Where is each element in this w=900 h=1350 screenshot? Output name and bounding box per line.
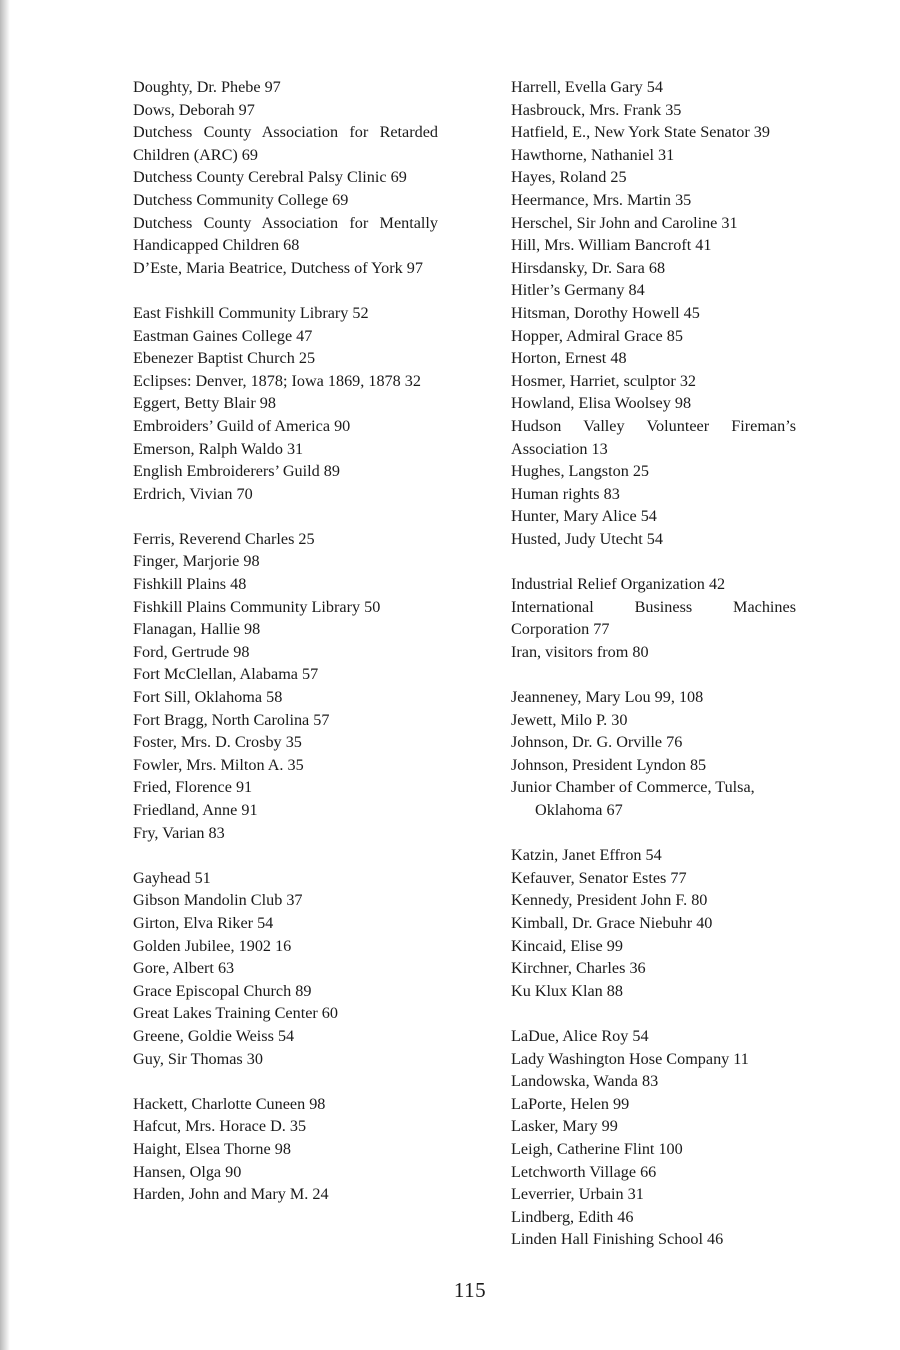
- index-entry: Husted, Judy Utecht 54: [511, 529, 663, 548]
- index-entry: Fort Bragg, North Carolina 57: [133, 710, 330, 729]
- index-group: [511, 573, 796, 663]
- index-entry: Haight, Elsea Thorne 98: [133, 1139, 291, 1158]
- index-entry: Gibson Mandolin Club 37: [133, 891, 303, 910]
- index-entry: Erdrich, Vivian 70: [133, 484, 253, 503]
- index-entry: Hayes, Roland 25: [511, 168, 627, 187]
- index-entry: Iran, visitors from 80: [511, 642, 649, 661]
- index-column-left: [133, 76, 438, 1206]
- index-entry: Fort Sill, Oklahoma 58: [133, 688, 283, 707]
- index-entry: Hughes, Langston 25: [511, 462, 650, 481]
- index-entry: Dutchess County Cerebral Palsy Clinic 69: [133, 168, 407, 187]
- index-group: [133, 867, 438, 1070]
- index-entry: Fry, Varian 83: [133, 823, 225, 842]
- index-entry: Hirsdansky, Dr. Sara 68: [511, 258, 666, 277]
- index-entry: Guy, Sir Thomas 30: [133, 1049, 263, 1068]
- index-entry: Lindberg, Edith 46: [511, 1207, 634, 1226]
- index-entry: English Embroiderers’ Guild 89: [133, 462, 340, 481]
- index-entry: Hopper, Admiral Grace 85: [511, 326, 683, 345]
- index-entry: Greene, Goldie Weiss 54: [133, 1026, 295, 1045]
- index-entry: Ford, Gertrude 98: [133, 642, 250, 661]
- index-entry: Hill, Mrs. William Bancroft 41: [511, 236, 712, 255]
- index-entry: Industrial Relief Organization 42: [511, 575, 726, 594]
- index-entry: Lasker, Mary 99: [511, 1117, 618, 1136]
- index-entry: Junior Chamber of Commerce, Tulsa, Oklahoma 67: [511, 778, 755, 819]
- index-entry: Flanagan, Hallie 98: [133, 620, 261, 639]
- index-entry: Jeanneney, Mary Lou 99, 108: [511, 688, 704, 707]
- index-entry: Hatfield, E., New York State Senator 39: [511, 123, 770, 142]
- index-entry: Dutchess County Association for Mentally Handicapped Children 68: [133, 213, 438, 255]
- index-entry: Fort McClellan, Alabama 57: [133, 665, 319, 684]
- index-entry: LaPorte, Helen 99: [511, 1094, 630, 1113]
- index-entry: Hafcut, Mrs. Horace D. 35: [133, 1117, 307, 1136]
- index-entry: Fishkill Plains 48: [133, 575, 247, 594]
- index-group: [511, 844, 796, 1002]
- index-entry: International Business Machines Corporation 77: [511, 597, 796, 639]
- index-entry: Hackett, Charlotte Cuneen 98: [133, 1094, 326, 1113]
- index-entry: Johnson, President Lyndon 85: [511, 755, 707, 774]
- index-group: [133, 302, 438, 505]
- index-group: [133, 528, 438, 844]
- index-entry: Hunter, Mary Alice 54: [511, 507, 657, 526]
- index-entry: Heermance, Mrs. Martin 35: [511, 190, 692, 209]
- index-entry: Girton, Elva Riker 54: [133, 913, 274, 932]
- index-group: [133, 1093, 438, 1206]
- index-entry: Kimball, Dr. Grace Niebuhr 40: [511, 913, 713, 932]
- index-entry: Dows, Deborah 97: [133, 100, 255, 119]
- index-entry: Hansen, Olga 90: [133, 1162, 242, 1181]
- index-entry: Letchworth Village 66: [511, 1162, 657, 1181]
- index-entry: East Fishkill Community Library 52: [133, 303, 369, 322]
- index-entry: Hosmer, Harriet, sculptor 32: [511, 371, 697, 390]
- index-entry: Kefauver, Senator Estes 77: [511, 868, 687, 887]
- index-entry: Golden Jubilee, 1902 16: [133, 936, 292, 955]
- index-group: [511, 686, 796, 822]
- index-column-right: [511, 76, 796, 1251]
- index-entry: Fried, Florence 91: [133, 778, 253, 797]
- index-entry: Gayhead 51: [133, 868, 211, 887]
- index-entry: Eastman Gaines College 47: [133, 326, 313, 345]
- index-entry: Hawthorne, Nathaniel 31: [511, 145, 675, 164]
- index-entry: Ku Klux Klan 88: [511, 981, 623, 1000]
- index-entry: Jewett, Milo P. 30: [511, 710, 628, 729]
- index-entry: Embroiders’ Guild of America 90: [133, 416, 351, 435]
- index-entry: Horton, Ernest 48: [511, 349, 627, 368]
- index-entry: Harden, John and Mary M. 24: [133, 1185, 329, 1204]
- index-entry: Fishkill Plains Community Library 50: [133, 597, 381, 616]
- index-entry: D’Este, Maria Beatrice, Dutchess of York 97: [133, 258, 423, 277]
- index-entry: Finger, Marjorie 98: [133, 552, 260, 571]
- index-entry: Eggert, Betty Blair 98: [133, 394, 276, 413]
- index-entry: Hitler’s Germany 84: [511, 281, 645, 300]
- index-entry: Eclipses: Denver, 1878; Iowa 1869, 1878 32: [133, 371, 421, 390]
- index-group: [511, 1025, 796, 1251]
- index-entry: Ferris, Reverend Charles 25: [133, 529, 315, 548]
- index-entry: LaDue, Alice Roy 54: [511, 1026, 649, 1045]
- index-entry: Emerson, Ralph Waldo 31: [133, 439, 304, 458]
- index-entry: Fowler, Mrs. Milton A. 35: [133, 755, 304, 774]
- index-entry: Johnson, Dr. G. Orville 76: [511, 733, 683, 752]
- index-entry: Foster, Mrs. D. Crosby 35: [133, 733, 302, 752]
- index-entry: Linden Hall Finishing School 46: [511, 1230, 724, 1249]
- index-entry: Gore, Albert 63: [133, 959, 235, 978]
- index-entry: Herschel, Sir John and Caroline 31: [511, 213, 738, 232]
- index-entry: Leigh, Catherine Flint 100: [511, 1139, 683, 1158]
- index-entry: Hasbrouck, Mrs. Frank 35: [511, 100, 682, 119]
- index-entry: Lady Washington Hose Company 11: [511, 1049, 749, 1068]
- index-entry: Kirchner, Charles 36: [511, 959, 646, 978]
- index-group: [133, 76, 438, 279]
- index-entry: Friedland, Anne 91: [133, 801, 258, 819]
- index-entry: Kincaid, Elise 99: [511, 936, 623, 955]
- page-number: 115: [453, 1278, 487, 1302]
- index-entry: Dutchess County Association for Retarded Children (ARC) 69: [133, 123, 438, 164]
- index-group: [511, 76, 796, 550]
- index-entry: Hitsman, Dorothy Howell 45: [511, 303, 700, 322]
- index-entry: Katzin, Janet Effron 54: [511, 846, 662, 865]
- index-entry: Doughty, Dr. Phebe 97: [133, 78, 281, 96]
- index-entry: Leverrier, Urbain 31: [511, 1185, 644, 1204]
- index-entry: Dutchess Community College 69: [133, 190, 349, 209]
- index-entry: Kennedy, President John F. 80: [511, 891, 708, 910]
- index-entry: Landowska, Wanda 83: [511, 1072, 659, 1091]
- index-entry: Hudson Valley Volunteer Fireman’s Association 13: [511, 416, 796, 458]
- index-entry: Human rights 83: [511, 484, 620, 503]
- index-entry: Ebenezer Baptist Church 25: [133, 349, 316, 368]
- index-entry: Grace Episcopal Church 89: [133, 981, 312, 1000]
- index-entry: Great Lakes Training Center 60: [133, 1004, 338, 1023]
- page-binding-shadow: [0, 0, 10, 1350]
- index-entry: Harrell, Evella Gary 54: [511, 78, 663, 96]
- index-entry: Howland, Elisa Woolsey 98: [511, 394, 692, 413]
